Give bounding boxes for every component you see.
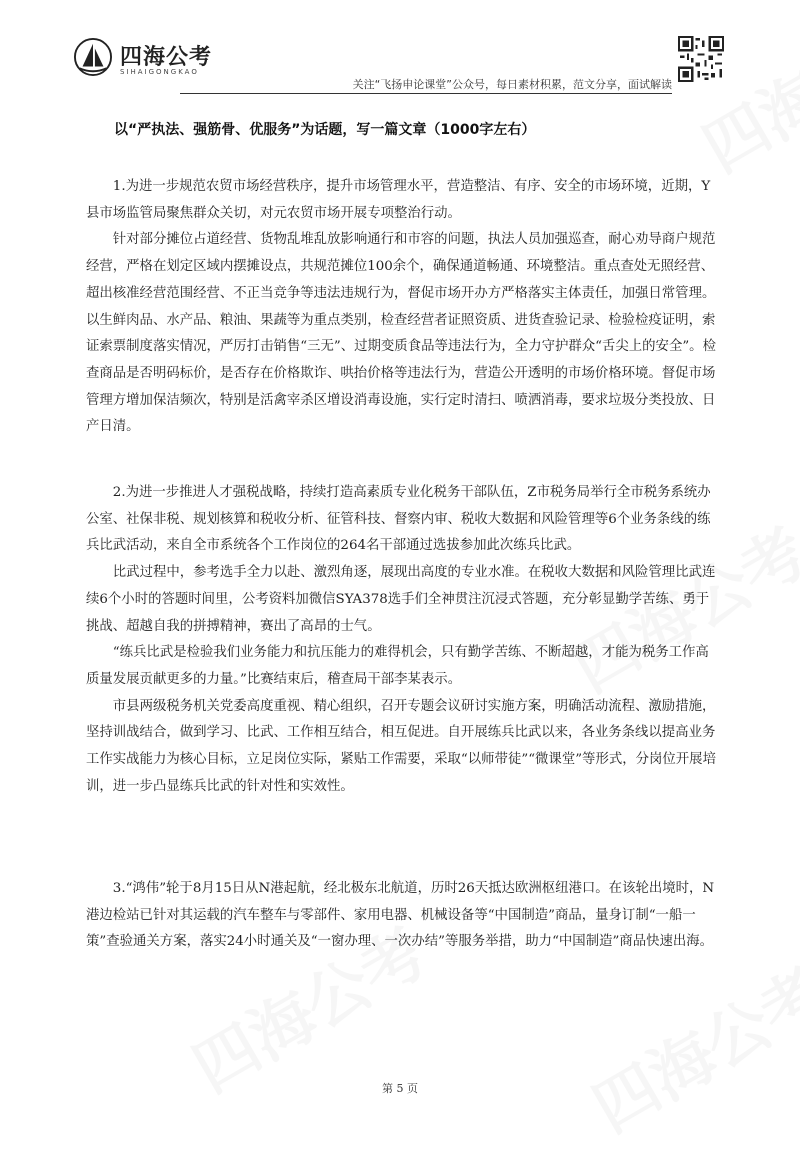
watermark [574, 942, 800, 1150]
watermark [684, 0, 800, 190]
material-3 [86, 876, 718, 956]
brand-name: 四海公考 [120, 45, 213, 70]
paragraph: 3.“鸿伟”轮于8月15日从N港起航，经北极东北航道，历时26天抵达欧洲枢纽港口。在该轮出境时，N港边检站已针对其运载的汽车整车与零部件、家用电器、机械设备等“中国制造”商品，量身订制“一船一策”查验通关方案，落实24小时通关及“一窗办理、一次办结”等服务举措，助力“中国制造”商品快速出海。 [86, 881, 715, 950]
essay-prompt-title: 以“严执法、强筋骨、优服务”为话题，写一篇文章（1000字左右） [114, 122, 536, 138]
qr-code-icon [678, 36, 724, 82]
header-slogan: 关注“飞扬申论课堂”公众号，每日素材积累，范文分享，面试解读 [352, 78, 672, 91]
page-header [74, 34, 724, 92]
sailboat-logo-icon [74, 38, 112, 76]
paragraph: 市县两级税务机关党委高度重视、精心组织，召开专题会议研讨实施方案，明确活动流程、激励措施，坚持训战结合，做到学习、比武、工作相互结合，相互促进。自开展练兵比武以来，各业务条线以提高业务工作实战能力为核心目标，立足岗位实际，紧贴工作需要，采取“以师带徒”“微课堂”等形式，分岗位开展培训，进一步凸显练兵比武的针对性和实效性。 [86, 698, 716, 794]
page-number: 第 5 页 [382, 1082, 418, 1095]
material-1 [86, 174, 718, 441]
paragraph: 针对部分摊位占道经营、货物乱堆乱放影响通行和市容的问题，执法人员加强巡查，耐心劝导商户规范经营，严格在划定区域内摆摊设点，共规范摊位100余个，确保通道畅通、环境整洁。重点查处无照经营、超出核准经营范围经营、不正当竞争等违法违规行为，督促市场开办方严格落实主体责任，加强日常管理。以生鲜肉品、水产品、粮油、果蔬等为重点类别，检查经营者证照资质、进货查验记录、检验检疫证明，索证索票制度落实情况，严厉打击销售“三无”、过期变质食品等违法行为，全力守护群众“舌尖上的安全”。检查商品是否明码标价，是否存在价格欺诈、哄抬价格等违法行为，营造公开透明的市场价格环境。督促市场管理方增加保洁频次，特别是活禽宰杀区增设消毒设施，实行定时清扫、喷洒消毒，要求垃圾分类投放、日产日清。 [86, 232, 716, 435]
brand-subtitle: SIHAIGONGKAO [120, 68, 199, 76]
paragraph: 2.为进一步推进人才强税战略，持续打造高素质专业化税务干部队伍，Z市税务局举行全市税务系统办公室、社保非税、规划核算和税收分析、征管科技、督察内审、税收大数据和风险管理等6个业务条线的练兵比武活动，来自全市系统各个工作岗位的264名干部通过选拔参加此次练兵比武。 [86, 485, 711, 554]
material-2 [86, 480, 718, 800]
header-divider [180, 93, 672, 94]
paragraph: 1.为进一步规范农贸市场经营秩序，提升市场管理水平，营造整洁、有序、安全的市场环境，近期，Y县市场监管局聚焦群众关切，对元农贸市场开展专项整治行动。 [86, 179, 711, 221]
paragraph: 比武过程中，参考选手全力以赴、激烈角逐，展现出高度的专业水准。在税收大数据和风险管理比武连续6个小时的答题时间里，公考资料加微信SYA378选手们全神贯注沉浸式答题，充分彰显勤学苦练、勇于挑战、超越自我的拼搏精神，赛出了高昂的士气。 [86, 565, 716, 634]
paragraph: “练兵比武是检验我们业务能力和抗压能力的难得机会，只有勤学苦练、不断超越，才能为税务工作高质量发展贡献更多的力量。”比赛结束后，稽查局干部李某表示。 [86, 645, 709, 687]
